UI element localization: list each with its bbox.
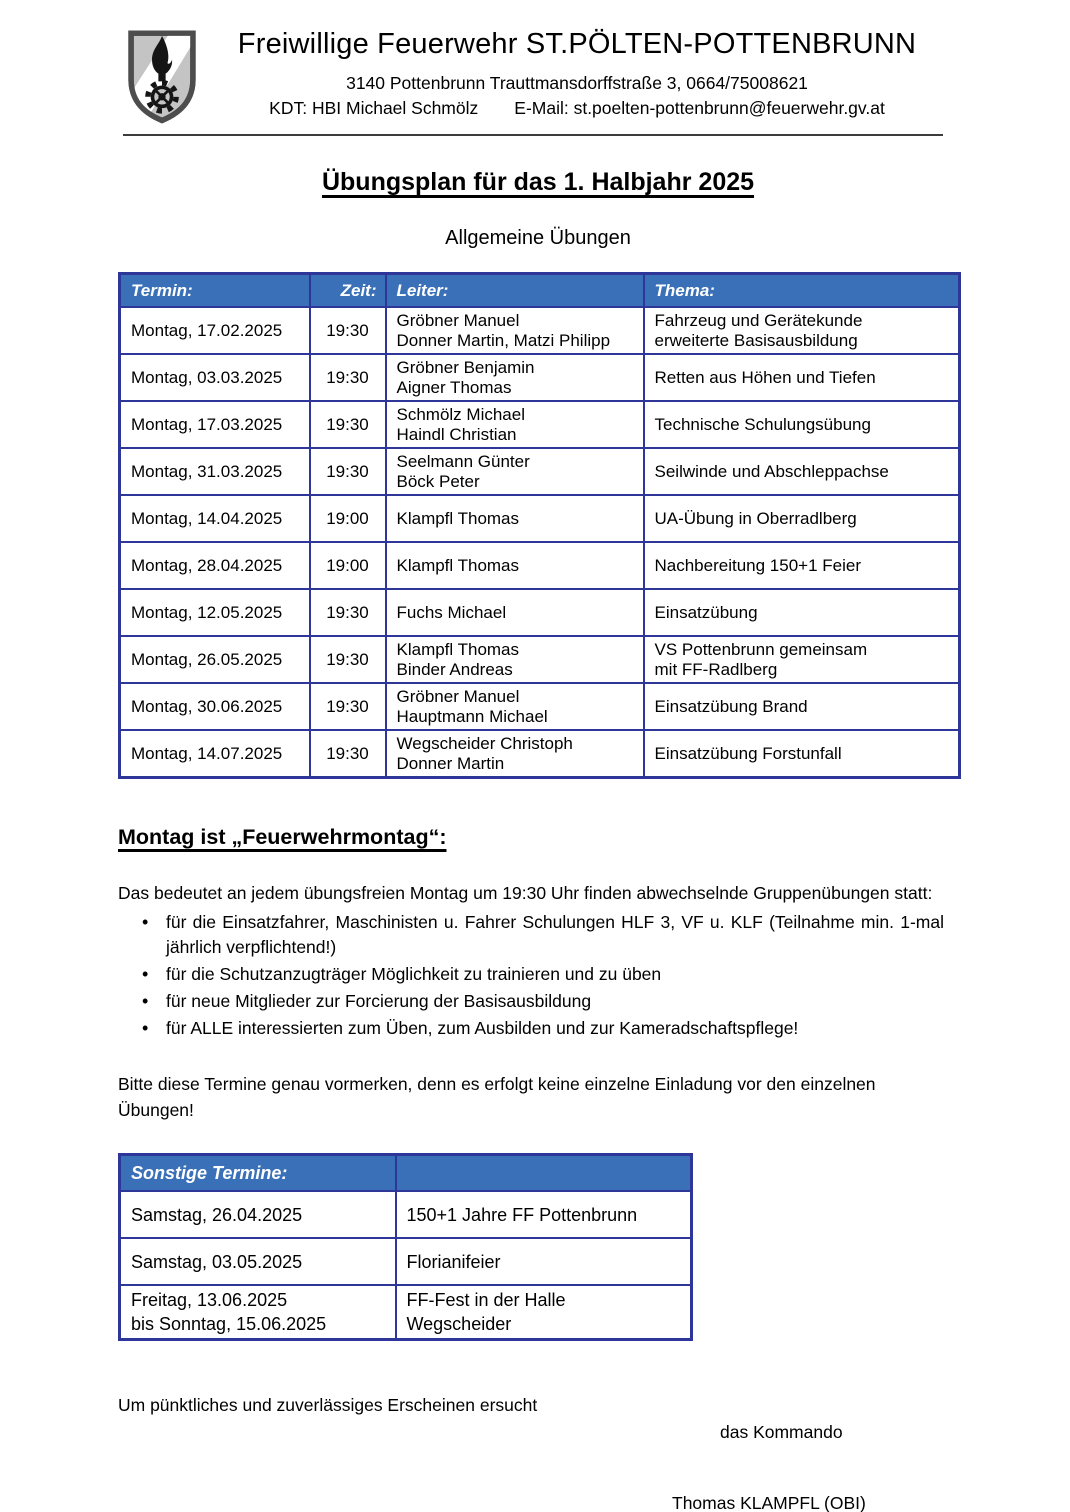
table-cell-zeit	[310, 730, 386, 778]
cell-line: 19:30	[326, 649, 369, 669]
bullet-list	[118, 906, 944, 1041]
table-cell-thema	[644, 401, 960, 448]
page-subtitle: Allgemeine Übungen	[445, 227, 631, 249]
table-cell-event	[396, 1238, 692, 1285]
cell-line: Seelmann Günter	[396, 451, 530, 471]
cell-line: 19:30	[326, 743, 369, 763]
bullet-item: • für ALLE interessierten zum Üben, zum Ausbilden und zur Kameradschaftspflege!	[118, 1016, 944, 1041]
cell-line: Montag, 03.03.2025	[131, 367, 283, 387]
cell-line: 19:00	[326, 508, 369, 528]
cell-line: Schmölz Michael	[396, 404, 525, 424]
cell-line: Wegscheider Christoph	[396, 733, 573, 753]
column-header-thema: Thema:	[644, 274, 960, 308]
cell-line: 19:30	[326, 602, 369, 622]
cell-line: Freitag, 13.06.2025	[131, 1290, 288, 1310]
table-cell-leiter	[386, 730, 644, 778]
table-cell-thema	[644, 448, 960, 495]
cell-line: UA-Übung in Oberradlberg	[654, 508, 857, 528]
cell-line: Montag, 31.03.2025	[131, 461, 283, 481]
table-cell-thema	[644, 589, 960, 636]
table-cell-leiter	[386, 495, 644, 542]
cell-line: Technische Schulungsübung	[654, 414, 871, 434]
table-cell-termin	[120, 730, 310, 778]
cell-line: erweiterte Basisausbildung	[654, 330, 858, 350]
signature-line: Thomas KLAMPFL (OBI)	[672, 1493, 866, 1512]
table-row	[120, 401, 960, 448]
table-row	[120, 1285, 692, 1340]
table-cell-zeit	[310, 495, 386, 542]
cell-line: 19:30	[326, 367, 369, 387]
cell-line: Klampfl Thomas	[396, 555, 520, 575]
cell-line: Böck Peter	[396, 471, 480, 491]
table-cell-termin	[120, 401, 310, 448]
cell-line: Wegscheider	[406, 1314, 512, 1334]
kommando-line: das Kommando	[720, 1422, 843, 1442]
table-cell-thema	[644, 542, 960, 589]
table-row	[120, 495, 960, 542]
column-header-sonstige: Sonstige Termine:	[120, 1155, 396, 1192]
email-label: E-Mail: st.poelten-pottenbrunn@feuerwehr.gv.at	[514, 98, 885, 118]
table-cell-event	[396, 1285, 692, 1340]
cell-line: Einsatzübung Forstunfall	[654, 743, 842, 763]
cell-line: Montag, 28.04.2025	[131, 555, 283, 575]
bullet-item: • für die Schutzanzugträger Möglichkeit zu trainieren und zu üben	[118, 962, 944, 987]
cell-line: Montag, 14.07.2025	[131, 743, 283, 763]
table-cell-thema	[644, 636, 960, 683]
table-row	[120, 307, 960, 354]
closing-line: Um pünktliches und zuverlässiges Erscheinen ersucht	[118, 1395, 538, 1415]
other-dates-table	[118, 1153, 693, 1341]
section-heading: Montag ist „Feuerwehrmontag“:	[118, 825, 447, 849]
column-header-zeit: Zeit:	[310, 274, 386, 308]
table-cell-thema	[644, 730, 960, 778]
cell-line: 19:30	[326, 696, 369, 716]
cell-line: Retten aus Höhen und Tiefen	[654, 367, 876, 387]
table-cell-zeit	[310, 683, 386, 730]
table-cell-termin	[120, 1238, 396, 1285]
table-cell-termin	[120, 448, 310, 495]
exercise-table	[118, 272, 961, 779]
cell-line: 19:30	[326, 461, 369, 481]
crest-icon	[122, 24, 202, 126]
contact-line	[202, 98, 952, 119]
cell-line: Montag, 30.06.2025	[131, 696, 283, 716]
other-dates-header	[120, 1155, 692, 1192]
org-name: Freiwillige Feuerwehr ST.PÖLTEN-POTTENBRUNN	[237, 28, 917, 60]
table-cell-leiter	[386, 354, 644, 401]
cell-line: VS Pottenbrunn gemeinsam	[654, 639, 868, 659]
cell-line: Donner Martin, Matzi Philipp	[396, 330, 611, 350]
table-cell-termin	[120, 495, 310, 542]
cell-line: Samstag, 03.05.2025	[131, 1251, 303, 1272]
table-cell-termin	[120, 589, 310, 636]
table-cell-termin	[120, 1285, 396, 1340]
table-cell-leiter	[386, 542, 644, 589]
cell-line: mit FF-Radlberg	[654, 659, 778, 679]
table-row	[120, 448, 960, 495]
bullet-item: • für neue Mitglieder zur Forcierung der Basisausbildung	[118, 989, 944, 1014]
cell-line: Aigner Thomas	[396, 377, 512, 397]
exercise-table-body	[120, 307, 960, 778]
cell-line: Gröbner Benjamin	[396, 357, 535, 377]
bullet-item: • für die Einsatzfahrer, Maschinisten u. Fahrer Schulungen HLF 3, VF u. KLF (Teilnahme min. 1-mal jährlich verpflichtend!)	[118, 910, 944, 960]
cell-line: 19:00	[326, 555, 369, 575]
cell-line: Montag, 14.04.2025	[131, 508, 283, 528]
table-cell-thema	[644, 354, 960, 401]
table-cell-leiter	[386, 448, 644, 495]
cell-line: Gröbner Manuel	[396, 686, 520, 706]
other-dates-body	[120, 1191, 692, 1340]
table-cell-leiter	[386, 589, 644, 636]
table-row	[120, 1238, 692, 1285]
exercise-table-header	[120, 274, 960, 308]
cell-line: Klampfl Thomas	[396, 639, 520, 659]
cell-line: Einsatzübung Brand	[654, 696, 808, 716]
note-paragraph: Bitte diese Termine genau vormerken, denn es erfolgt keine einzelne Einladung vor den einzelnen Übungen!	[118, 1074, 876, 1120]
cell-line: 19:30	[326, 320, 369, 340]
table-row	[120, 354, 960, 401]
intro-paragraph: Das bedeutet an jedem übungsfreien Montag um 19:30 Uhr finden abwechselnde Gruppenübungen statt:	[118, 883, 933, 903]
table-cell-termin	[120, 542, 310, 589]
table-cell-termin	[120, 1191, 396, 1238]
table-cell-zeit	[310, 636, 386, 683]
table-cell-zeit	[310, 354, 386, 401]
header-row	[120, 274, 960, 308]
cell-line: Montag, 17.03.2025	[131, 414, 283, 434]
table-cell-termin	[120, 636, 310, 683]
table-row	[120, 730, 960, 778]
table-cell-termin	[120, 307, 310, 354]
table-cell-zeit	[310, 542, 386, 589]
kdt-label: KDT: HBI Michael Schmölz	[269, 98, 479, 118]
cell-line: Einsatzübung	[654, 602, 758, 622]
cell-line: Donner Martin	[396, 753, 505, 773]
table-row	[120, 636, 960, 683]
cell-line: bis Sonntag, 15.06.2025	[131, 1314, 327, 1334]
column-header-termin: Termin:	[120, 274, 310, 308]
table-cell-thema	[644, 683, 960, 730]
cell-line: FF-Fest in der Halle	[406, 1290, 566, 1310]
cell-line: Nachbereitung 150+1 Feier	[654, 555, 861, 575]
table-row	[120, 683, 960, 730]
table-cell-leiter	[386, 636, 644, 683]
table-cell-zeit	[310, 401, 386, 448]
table-cell-termin	[120, 354, 310, 401]
fire-brigade-crest-logo	[122, 24, 202, 126]
table-cell-zeit	[310, 307, 386, 354]
table-cell-zeit	[310, 448, 386, 495]
document-body	[118, 136, 958, 1512]
letterhead-text	[202, 24, 952, 119]
cell-line: Montag, 12.05.2025	[131, 602, 283, 622]
cell-line: Montag, 26.05.2025	[131, 649, 283, 669]
page-title: Übungsplan für das 1. Halbjahr 2025	[321, 168, 755, 196]
table-cell-leiter	[386, 683, 644, 730]
address-line: 3140 Pottenbrunn Trauttmansdorffstraße 3, 0664/75008621	[346, 73, 808, 93]
cell-line: Florianifeier	[406, 1251, 501, 1272]
table-row	[120, 542, 960, 589]
cell-line: Fuchs Michael	[396, 602, 507, 622]
table-cell-event	[396, 1191, 692, 1238]
cell-line: Hauptmann Michael	[396, 706, 548, 726]
table-cell-leiter	[386, 401, 644, 448]
cell-line: Samstag, 26.04.2025	[131, 1204, 303, 1225]
cell-line: 150+1 Jahre FF Pottenbrunn	[406, 1204, 638, 1225]
cell-line: Haindl Christian	[396, 424, 517, 444]
table-row	[120, 589, 960, 636]
cell-line: Gröbner Manuel	[396, 310, 520, 330]
cell-line: Montag, 17.02.2025	[131, 320, 283, 340]
table-cell-zeit	[310, 589, 386, 636]
header-row	[120, 1155, 692, 1192]
cell-line: Fahrzeug und Gerätekunde	[654, 310, 863, 330]
table-cell-thema	[644, 495, 960, 542]
letterhead	[0, 0, 1070, 126]
table-cell-leiter	[386, 307, 644, 354]
cell-line: Binder Andreas	[396, 659, 513, 679]
table-cell-thema	[644, 307, 960, 354]
cell-line: Seilwinde und Abschleppachse	[654, 461, 889, 481]
table-cell-termin	[120, 683, 310, 730]
column-header-leiter: Leiter:	[386, 274, 644, 308]
table-row	[120, 1191, 692, 1238]
cell-line: Klampfl Thomas	[396, 508, 520, 528]
column-header-empty	[396, 1155, 692, 1192]
cell-line: 19:30	[326, 414, 369, 434]
